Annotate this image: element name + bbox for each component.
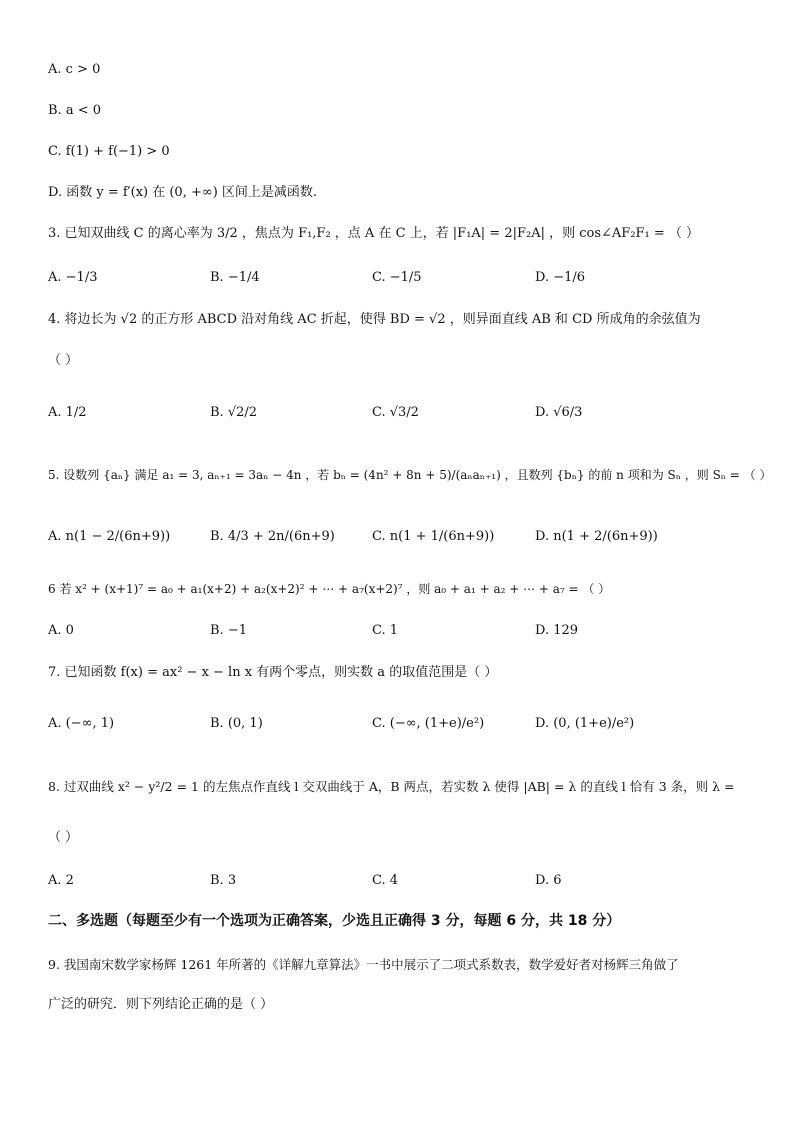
q8-paren: （ ） <box>48 830 79 845</box>
q4-option-a: A. 1/2 <box>48 405 87 420</box>
q7-option-b: B. (0, 1) <box>210 716 263 731</box>
q4-option-d: D. √6/3 <box>535 405 583 420</box>
q6-option-d: D. 129 <box>535 623 579 638</box>
q6-option-a: A. 0 <box>48 623 74 638</box>
q4-stem: 4. 将边长为 √2 的正方形 ABCD 沿对角线 AC 折起，使得 BD = √2 ，则异面直线 AB 和 CD 所成角的余弦值为 <box>48 312 701 327</box>
q7-option-d: D. (0, (1+e)/e²) <box>535 716 635 731</box>
q8-stem: 8. 过双曲线 x² − y²/2 = 1 的左焦点作直线 l 交双曲线于 A，B 两点，若实数 λ 使得 |AB| = λ 的直线 l 恰有 3 条，则 λ = <box>48 779 735 794</box>
q4-paren: （ ） <box>48 353 79 368</box>
q3-option-a: A. −1/3 <box>48 270 98 285</box>
q8-option-d: D. 6 <box>535 873 562 888</box>
q3-stem: 3. 已知双曲线 C 的离心率为 3/2 ，焦点为 F₁,F₂ ，点 A 在 C 上，若 |F₁A| = 2|F₂A| ，则 cos∠AF₂F₁ = （ ） <box>48 226 700 241</box>
q4-option-b: B. √2/2 <box>210 405 258 420</box>
q5-option-c: C. n(1 + 1/(6n+9)) <box>372 529 495 544</box>
q8-option-b: B. 3 <box>210 873 237 888</box>
q7-option-a: A. (−∞, 1) <box>48 716 115 731</box>
q6-option-c: C. 1 <box>372 623 399 638</box>
q3-option-d: D. −1/6 <box>535 270 586 285</box>
q5-option-b: B. 4/3 + 2n/(6n+9) <box>210 529 335 544</box>
q5-option-d: D. n(1 + 2/(6n+9)) <box>535 529 658 544</box>
q9-line1: 9. 我国南宋数学家杨辉 1261 年所著的《详解九章算法》一书中展示了二项式系数表，数学爱好者对杨辉三角做了 <box>48 957 679 972</box>
q2-option-a: A. c > 0 <box>48 62 101 77</box>
q2-option-b: B. a < 0 <box>48 103 101 118</box>
q3-option-b: B. −1/4 <box>210 270 260 285</box>
q8-option-c: C. 4 <box>372 873 399 888</box>
q6-option-b: B. −1 <box>210 623 247 638</box>
q9-line2: 广泛的研究．则下列结论正确的是（ ） <box>48 997 274 1012</box>
q2-option-c: C. f(1) + f(−1) > 0 <box>48 144 170 159</box>
section-heading: 二、多选题（每题至少有一个选项为正确答案，少选且正确得 3 分，每题 6 分，共 18 分） <box>48 913 621 929</box>
q5-option-a: A. n(1 − 2/(6n+9)) <box>48 529 171 544</box>
q7-option-c: C. (−∞, (1+e)/e²) <box>372 716 485 731</box>
q5-stem: 5. 设数列 {aₙ} 满足 a₁ = 3, aₙ₊₁ = 3aₙ − 4n ，若 bₙ = (4n² + 8n + 5)/(aₙaₙ₊₁) ，且数列 {bₙ} 的前 n 项和为 Sₙ ，则 Sₙ = （ ） <box>48 468 772 482</box>
q2-option-d: D. 函数 y = f′(x) 在 (0, +∞) 区间上是减函数. <box>48 185 318 200</box>
q8-option-a: A. 2 <box>48 873 74 888</box>
q7-stem: 7. 已知函数 f(x) = ax² − x − ln x 有两个零点，则实数 a 的取值范围是（ ） <box>48 665 498 680</box>
q6-stem: 6 若 x² + (x+1)⁷ = a₀ + a₁(x+2) + a₂(x+2)² + ⋯ + a₇(x+2)⁷ ，则 a₀ + a₁ + a₂ + ⋯ + a₇ = （ ） <box>48 582 611 596</box>
q4-option-c: C. √3/2 <box>372 405 419 420</box>
q3-option-c: C. −1/5 <box>372 270 422 285</box>
